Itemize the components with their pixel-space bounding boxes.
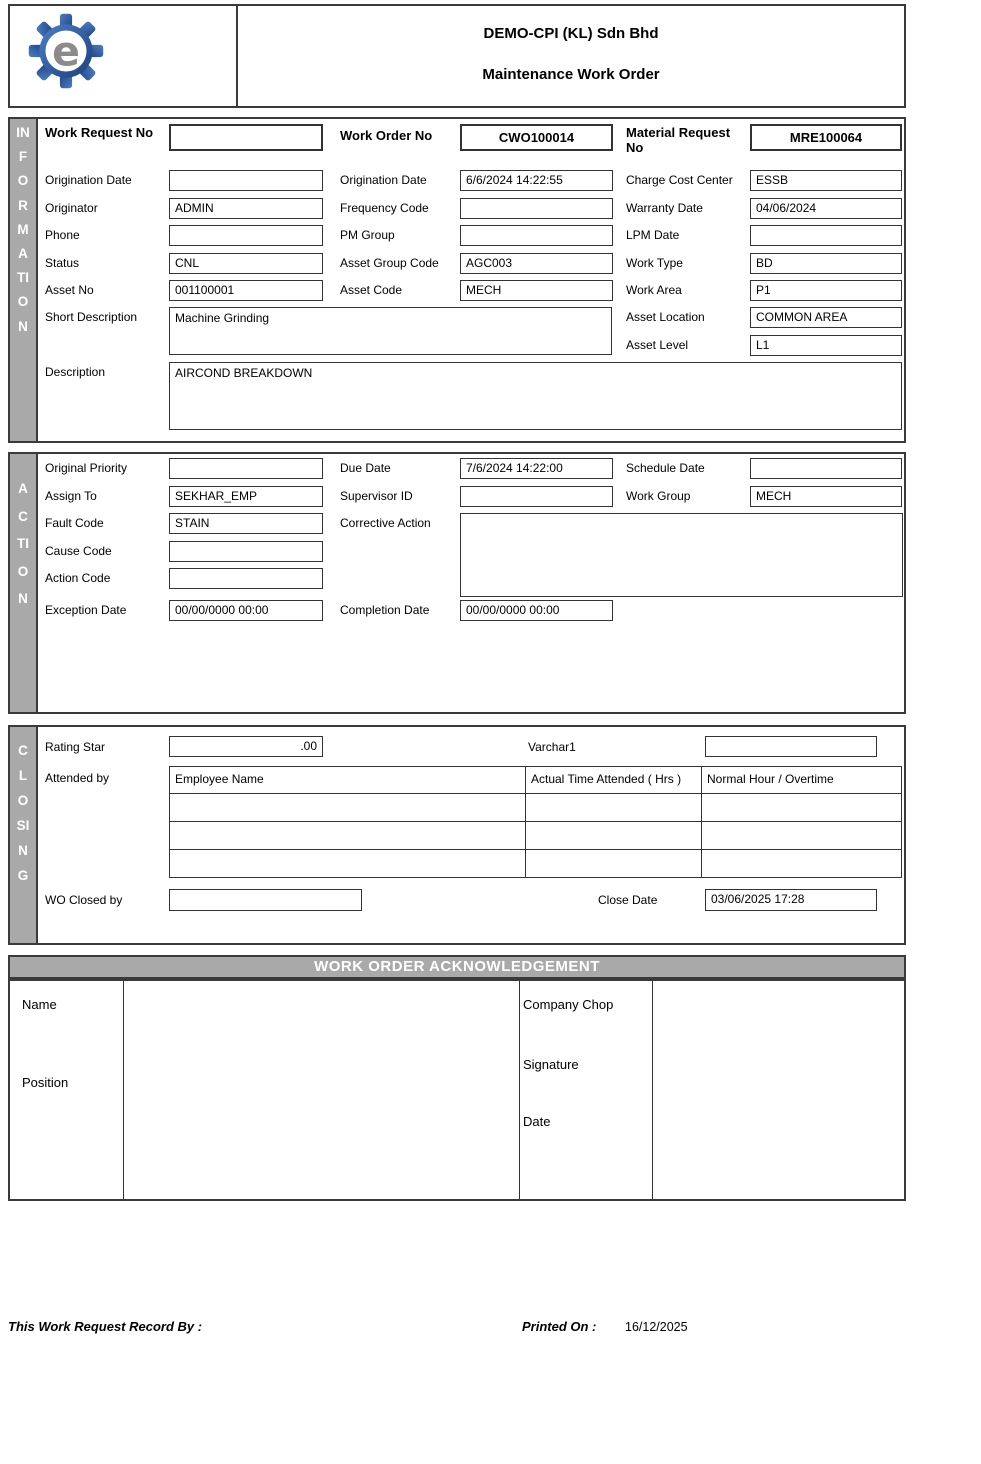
- action-code-field[interactable]: [169, 568, 323, 589]
- ack-labels-cell: [10, 981, 124, 1199]
- attended-by-cell[interactable]: [526, 850, 702, 877]
- lpm-date-label: LPM Date: [626, 228, 680, 242]
- document-header: [8, 4, 906, 108]
- origination-date-request-field[interactable]: [169, 170, 323, 191]
- attended-by-cell[interactable]: [702, 794, 901, 822]
- corrective-action-label: Corrective Action: [340, 516, 431, 530]
- printed-on-label: Printed On :: [522, 1319, 597, 1334]
- attended-by-cell[interactable]: [702, 822, 901, 850]
- attended-by-col-normal-overtime: Normal Hour / Overtime: [702, 767, 901, 794]
- work-request-no-label: Work Request No: [45, 125, 154, 140]
- origination-date-order-field[interactable]: 6/6/2024 14:22:55: [460, 170, 613, 191]
- company-name: DEMO-CPI (KL) Sdn Bhd: [483, 25, 659, 42]
- frequency-code-field[interactable]: [460, 198, 613, 219]
- rating-star-label: Rating Star: [45, 740, 106, 754]
- work-area-label: Work Area: [626, 283, 682, 297]
- original-priority-label: Original Priority: [45, 461, 128, 475]
- closing-sidebar-label: CLOSING: [16, 743, 30, 883]
- close-date-label: Close Date: [598, 893, 658, 907]
- asset-no-label: Asset No: [45, 283, 94, 297]
- cause-code-field[interactable]: [169, 541, 323, 562]
- description-label: Description: [45, 365, 106, 379]
- varchar1-field[interactable]: [705, 736, 877, 757]
- attended-by-table: [169, 766, 902, 878]
- cause-code-label: Cause Code: [45, 544, 112, 558]
- pm-group-field[interactable]: [460, 225, 613, 246]
- information-sidebar-label: INFORMATION: [16, 125, 30, 334]
- action-code-label: Action Code: [45, 571, 111, 585]
- acknowledgement-header: WORK ORDER ACKNOWLEDGEMENT: [8, 955, 906, 979]
- ack-name-position-area[interactable]: [124, 981, 520, 1199]
- work-group-label: Work Group: [626, 489, 691, 503]
- document-title: Maintenance Work Order: [482, 66, 660, 83]
- originator-label: Originator: [45, 201, 98, 215]
- due-date-field[interactable]: 7/6/2024 14:22:00: [460, 458, 613, 479]
- exception-date-label: Exception Date: [45, 603, 127, 617]
- origination-date-request-label: Origination Date: [45, 173, 132, 187]
- information-section: [8, 117, 906, 443]
- due-date-label: Due Date: [340, 461, 391, 475]
- material-request-no-field[interactable]: MRE100064: [750, 124, 902, 151]
- phone-label: Phone: [45, 228, 80, 242]
- original-priority-field[interactable]: [169, 458, 323, 479]
- logo-cell: [10, 6, 238, 106]
- asset-level-field[interactable]: L1: [750, 335, 902, 356]
- assign-to-field[interactable]: SEKHAR_EMP: [169, 486, 323, 507]
- assign-to-label: Assign To: [45, 489, 97, 503]
- printed-on-value: 16/12/2025: [625, 1320, 688, 1334]
- work-group-field[interactable]: MECH: [750, 486, 902, 507]
- originator-field[interactable]: ADMIN: [169, 198, 323, 219]
- rating-star-field[interactable]: .00: [169, 736, 323, 757]
- closing-section: [8, 725, 906, 945]
- asset-group-code-field[interactable]: AGC003: [460, 253, 613, 274]
- status-label: Status: [45, 256, 80, 270]
- schedule-date-field[interactable]: [750, 458, 902, 479]
- information-sidebar: [10, 119, 38, 441]
- supervisor-id-label: Supervisor ID: [340, 489, 413, 503]
- fault-code-field[interactable]: STAIN: [169, 513, 323, 534]
- short-description-field[interactable]: Machine Grinding: [169, 307, 612, 355]
- ack-signoff-area[interactable]: [653, 981, 904, 1199]
- wo-closed-by-label: WO Closed by: [45, 893, 123, 907]
- close-date-field[interactable]: 03/06/2025 17:28: [705, 889, 877, 911]
- asset-code-label: Asset Code: [340, 283, 403, 297]
- fault-code-label: Fault Code: [45, 516, 104, 530]
- attended-by-cell[interactable]: [170, 850, 526, 877]
- logo-letter: e: [52, 27, 80, 76]
- warranty-date-label: Warranty Date: [626, 201, 703, 215]
- acknowledgement-table: [8, 979, 906, 1201]
- asset-level-label: Asset Level: [626, 338, 689, 352]
- asset-no-field[interactable]: 001100001: [169, 280, 323, 301]
- asset-location-field[interactable]: COMMON AREA: [750, 307, 902, 328]
- charge-cost-center-field[interactable]: ESSB: [750, 170, 902, 191]
- company-logo-gear-icon: [28, 13, 104, 89]
- ack-company-chop-label: Company Chop: [523, 997, 614, 1012]
- ack-date-label: Date: [523, 1114, 551, 1129]
- ack-signoff-labels-cell: [520, 981, 653, 1199]
- lpm-date-field[interactable]: [750, 225, 902, 246]
- work-area-field[interactable]: P1: [750, 280, 902, 301]
- asset-code-field[interactable]: MECH: [460, 280, 613, 301]
- header-titles: [238, 6, 904, 106]
- attended-by-cell[interactable]: [702, 850, 901, 877]
- action-sidebar: [10, 454, 38, 712]
- schedule-date-label: Schedule Date: [626, 461, 705, 475]
- work-type-field[interactable]: BD: [750, 253, 902, 274]
- pm-group-label: PM Group: [340, 228, 395, 242]
- work-type-label: Work Type: [626, 256, 683, 270]
- attended-by-col-actual-time: Actual Time Attended ( Hrs ): [526, 767, 702, 794]
- ack-signature-label: Signature: [523, 1057, 579, 1072]
- completion-date-label: Completion Date: [340, 603, 430, 617]
- corrective-action-field[interactable]: [460, 513, 903, 597]
- status-field[interactable]: CNL: [169, 253, 323, 274]
- origination-date-order-label: Origination Date: [340, 173, 427, 187]
- short-description-label: Short Description: [45, 310, 138, 324]
- completion-date-field[interactable]: 00/00/0000 00:00: [460, 600, 613, 621]
- attended-by-col-employee-name: Employee Name: [170, 767, 526, 794]
- warranty-date-field[interactable]: 04/06/2024: [750, 198, 902, 219]
- ack-position-label: Position: [22, 1075, 69, 1090]
- work-order-no-field[interactable]: CWO100014: [460, 124, 613, 151]
- attended-by-cell[interactable]: [526, 822, 702, 850]
- charge-cost-center-label: Charge Cost Center: [626, 173, 733, 187]
- attended-by-cell[interactable]: [526, 794, 702, 822]
- frequency-code-label: Frequency Code: [340, 201, 429, 215]
- supervisor-id-field[interactable]: [460, 486, 613, 507]
- attended-by-label: Attended by: [45, 771, 110, 785]
- ack-name-label: Name: [22, 997, 57, 1012]
- exception-date-field[interactable]: 00/00/0000 00:00: [169, 600, 323, 621]
- work-request-no-field[interactable]: [169, 124, 323, 151]
- action-section: [8, 452, 906, 714]
- varchar1-label: Varchar1: [528, 740, 576, 754]
- wo-closed-by-field[interactable]: [169, 889, 362, 911]
- attended-by-cell[interactable]: [170, 822, 526, 850]
- material-request-no-label: Material Request No: [626, 125, 731, 155]
- phone-field[interactable]: [169, 225, 323, 246]
- action-sidebar-label: ACTION: [17, 481, 29, 606]
- work-order-no-label: Work Order No: [340, 128, 433, 143]
- description-field[interactable]: AIRCOND BREAKDOWN: [169, 362, 902, 430]
- record-by-label: This Work Request Record By :: [8, 1319, 203, 1334]
- attended-by-cell[interactable]: [170, 794, 526, 822]
- asset-location-label: Asset Location: [626, 310, 705, 324]
- closing-sidebar: [10, 727, 38, 943]
- asset-group-code-label: Asset Group Code: [340, 256, 439, 270]
